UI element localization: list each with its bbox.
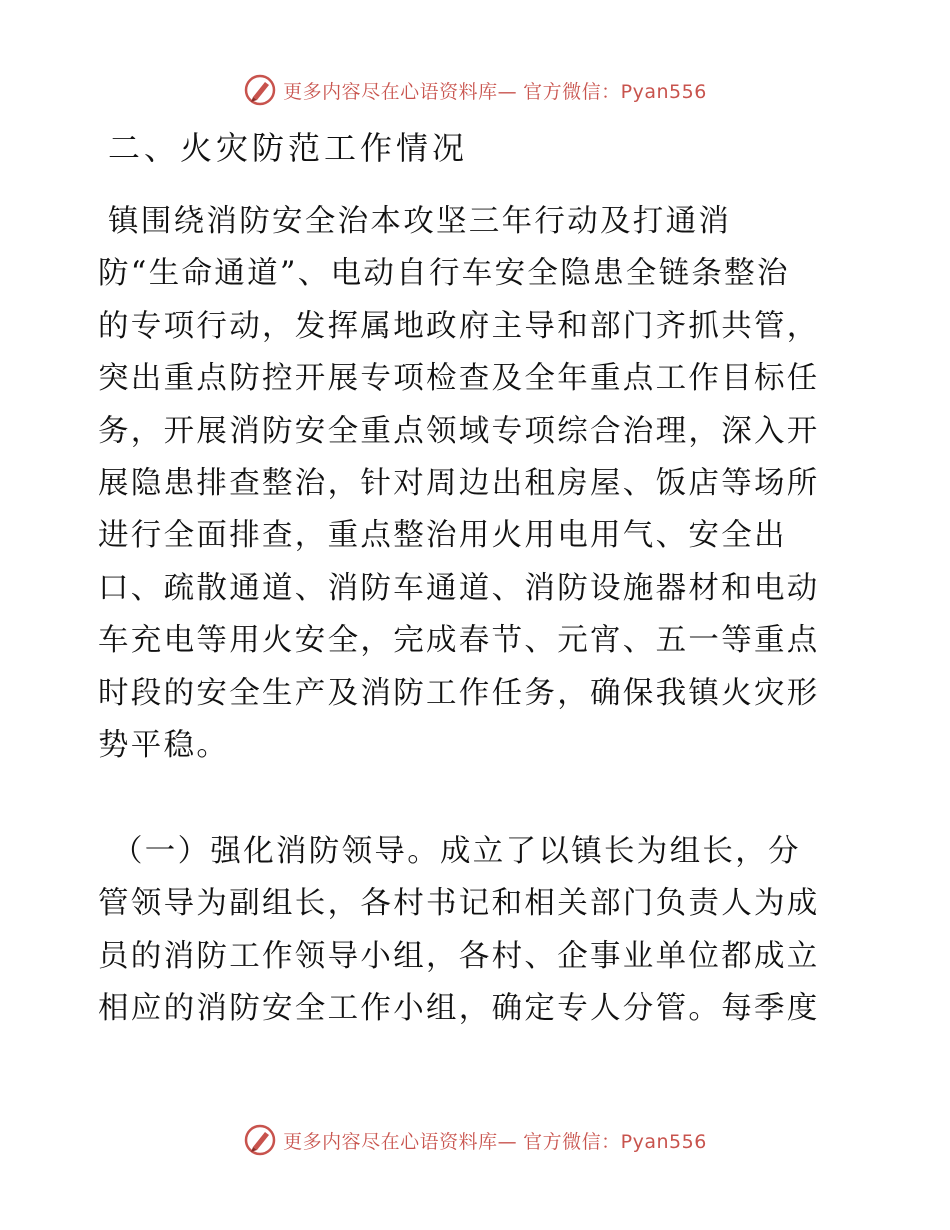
text-line: 进行全面排查，重点整治用火用电用气、安全出 [98,518,787,554]
text-line: 的专项行动，发挥属地政府主导和部门齐抓共管， [98,308,820,344]
text-line: 势平稳。 [98,728,230,764]
watermark-wechat: 官方微信：Pyan556 [523,80,707,103]
watermark-header [0,70,950,110]
text-line: （一）强化消防领导。成立了以镇长为组长，分 [112,834,801,869]
text-line: 员的消防工作领导小组，各村、企事业单位都成立 [98,938,820,974]
text-line: 车充电等用火安全，完成春节、元宵、五一等重点 [98,623,820,659]
watermark-text: 更多内容尽在心语资料库— [283,80,518,103]
text-line: 管领导为副组长，各村书记和相关部门负责人为成 [98,886,820,922]
section-heading: 二、火灾防范工作情况 [108,129,469,167]
text-line: 口、疏散通道、消防车通道、消防设施器材和电动 [98,570,820,606]
watermark-footer [0,1120,950,1160]
text-line: 时段的安全生产及消防工作任务，确保我镇火灾形 [98,675,820,711]
text-line: 相应的消防安全工作小组，确定专人分管。每季度 [98,991,820,1027]
text-line: 镇围绕消防安全治本攻坚三年行动及打通消 [108,204,732,239]
text-line: 防“生命通道”、电动自行车安全隐患全链条整治 [98,256,790,292]
text-line: 突出重点防控开展专项检查及全年重点工作目标任 [98,361,820,397]
pen-logo-icon [243,1123,277,1157]
text-line: 展隐患排查整治，针对周边出租房屋、饭店等场所 [98,466,820,502]
text-line: 务，开展消防安全重点领域专项综合治理，深入开 [98,413,820,449]
paragraph-fire-prevention [98,196,858,772]
pen-logo-icon [243,73,277,107]
paragraph-fire-leadership [98,826,858,1036]
watermark-text: 更多内容尽在心语资料库— [283,1130,518,1153]
watermark-wechat: 官方微信：Pyan556 [523,1130,707,1153]
